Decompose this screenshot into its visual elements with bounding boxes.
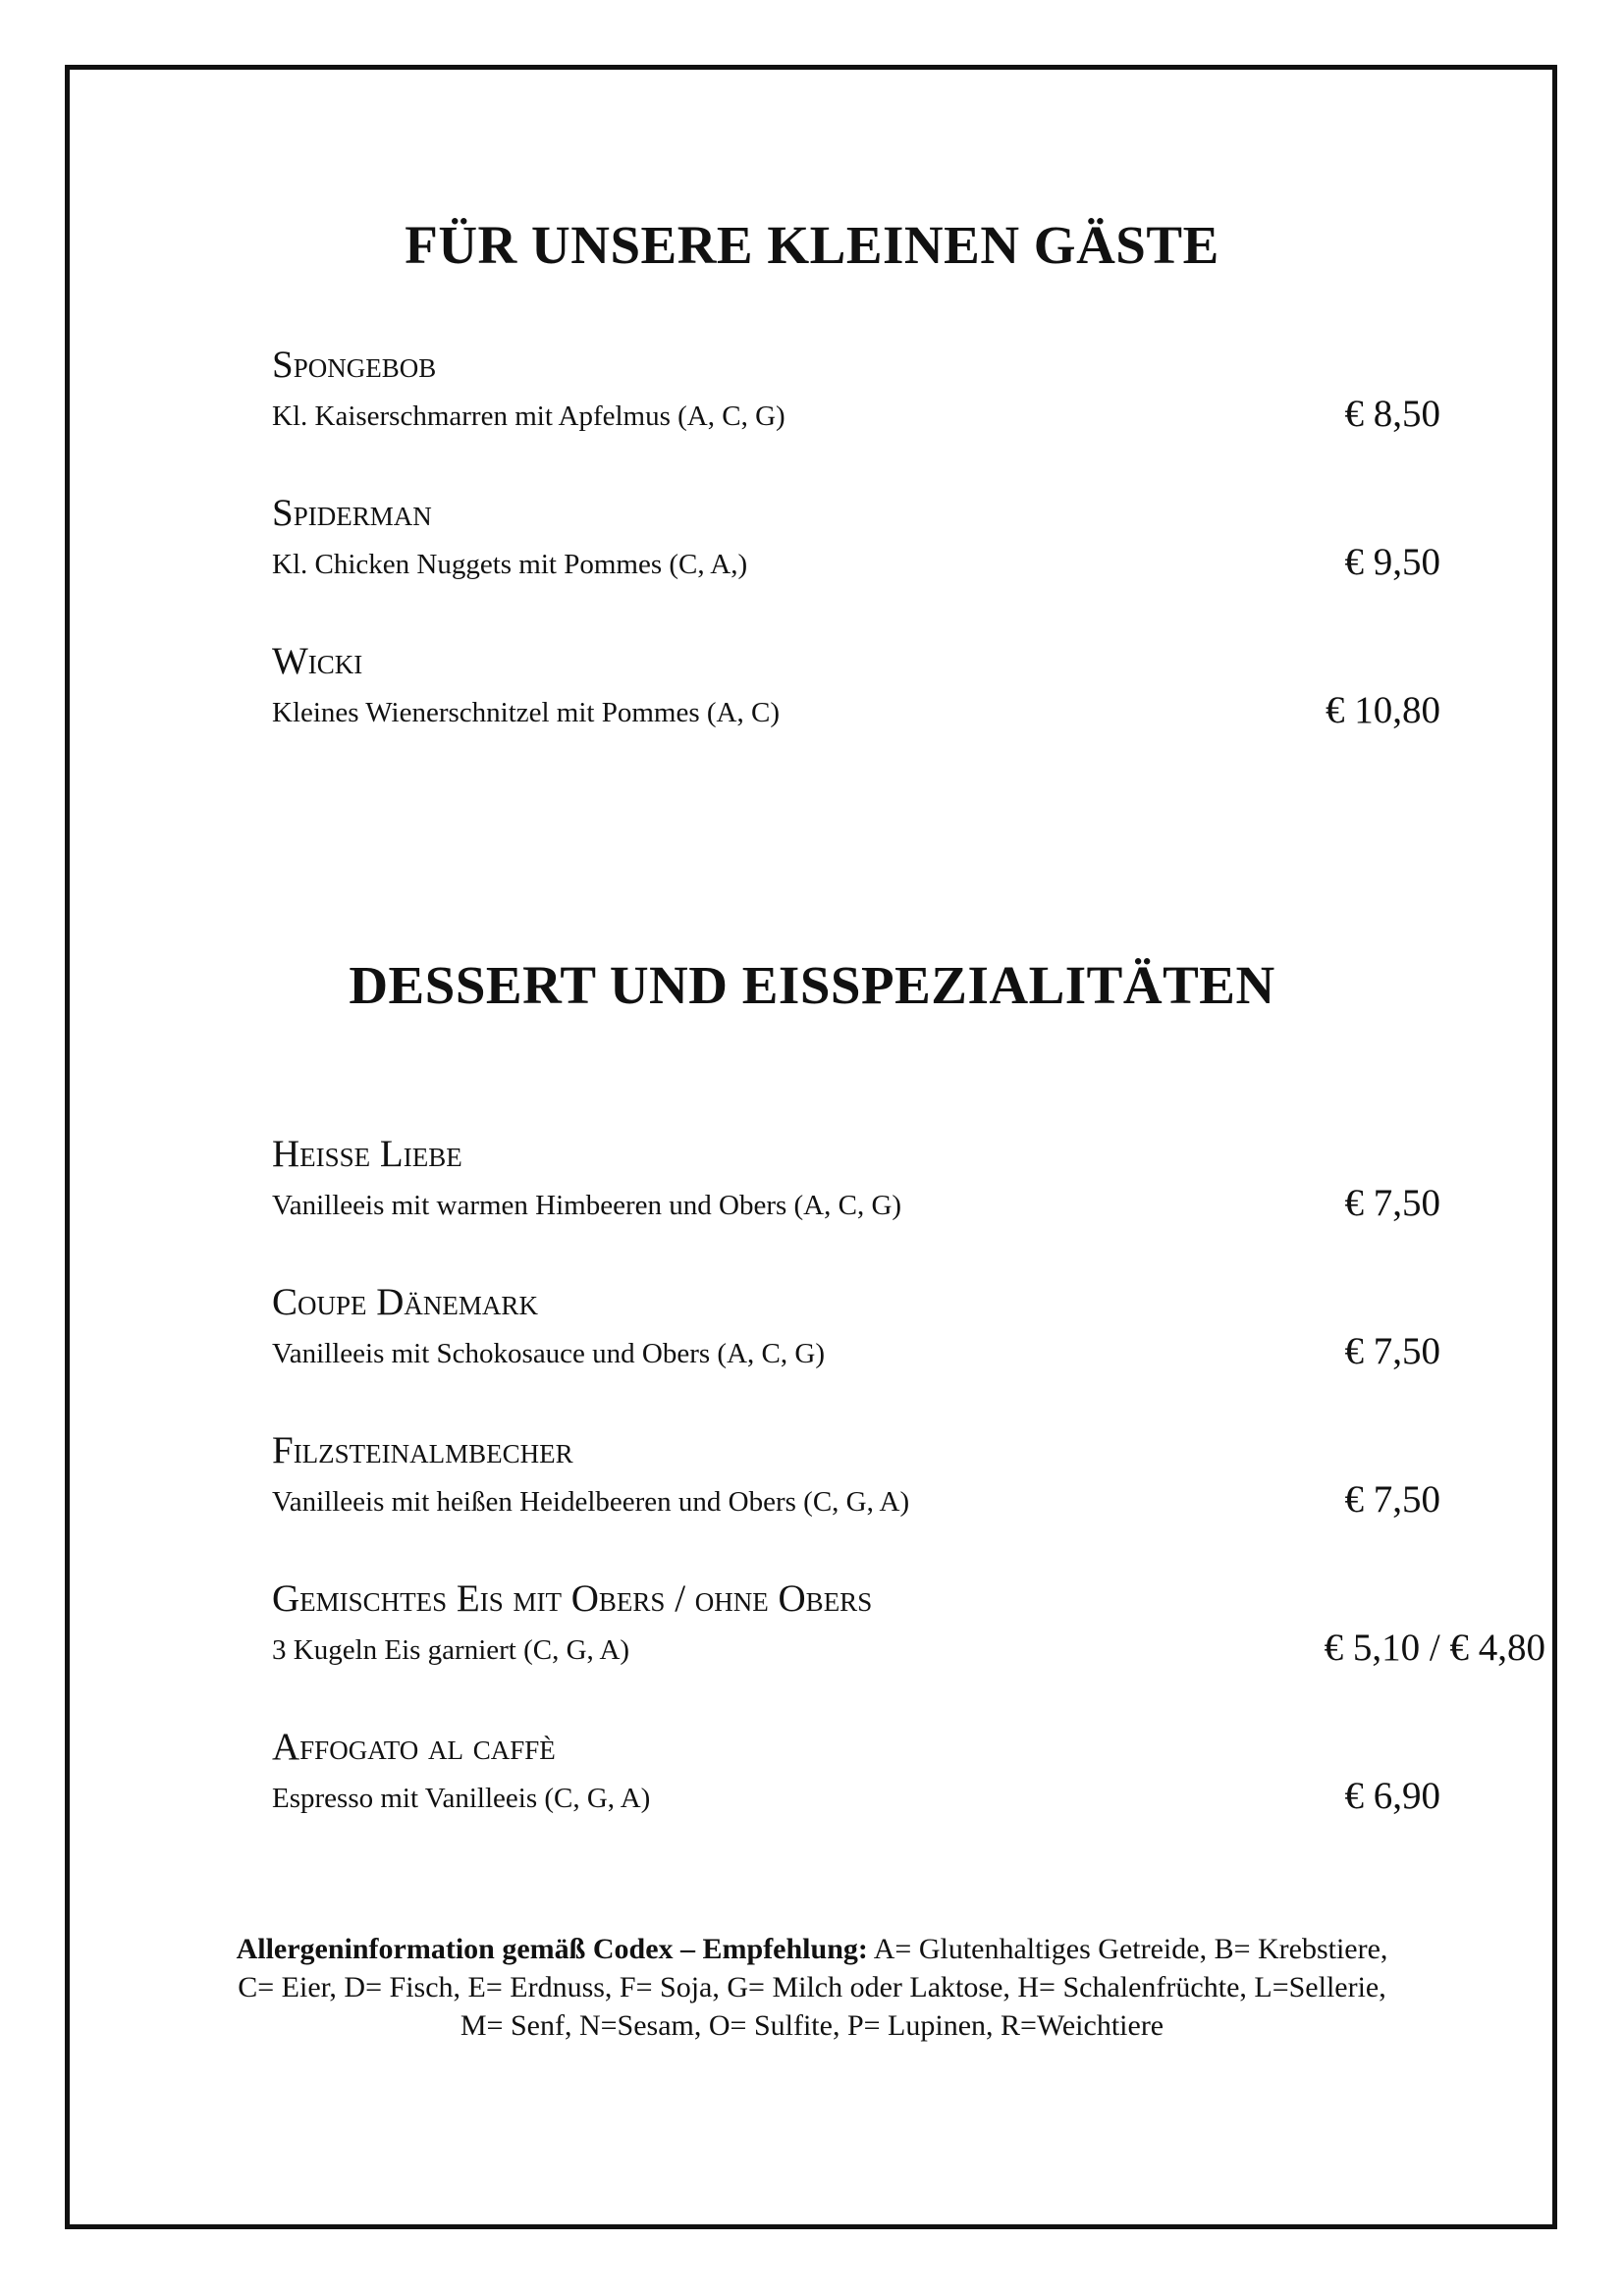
item-name: Affogato al caffè [272, 1726, 556, 1768]
item-name: Wicki [272, 640, 363, 682]
menu-item-filzsteinalmbecher [272, 1429, 1440, 1539]
item-price: € 8,50 [1344, 393, 1440, 435]
item-price: € 9,50 [1344, 541, 1440, 583]
menu-item-affogato [272, 1726, 1440, 1836]
menu-item-spongebob [272, 344, 1440, 454]
menu-item-wicki [272, 640, 1440, 750]
section-title-dessert: DESSERT UND EISSPEZIALITÄTEN [349, 955, 1275, 1015]
item-name: Spongebob [272, 344, 437, 386]
section-title-kids: FÜR UNSERE KLEINEN GÄSTE [405, 215, 1219, 275]
item-description: Vanilleeis mit warmen Himbeeren und Obers (A, C, G) [272, 1190, 902, 1221]
allergen-text: A= Glutenhaltiges Getreide, B= Krebstiere, C= Eier, D= Fisch, E= Erdnuss, F= Soja, G= Milch oder Laktose, H= Schalenfrüchte, L=Sellerie, M= Senf, N=Sesam, O= Sulfite, P= Lupinen, R=Weichtiere [238, 1933, 1388, 2042]
item-description: Kleines Wienerschnitzel mit Pommes (A, C) [272, 697, 780, 728]
menu-item-coupe-daenemark [272, 1281, 1440, 1391]
item-name: Spiderman [272, 492, 432, 534]
allergen-label: Allergeninformation gemäß Codex – Empfehlung: [236, 1933, 868, 1965]
item-price: € 7,50 [1344, 1478, 1440, 1521]
item-price: € 5,10 / € 4,80 [1324, 1627, 1545, 1669]
item-price: € 10,80 [1326, 689, 1440, 731]
item-description: Espresso mit Vanilleeis (C, G, A) [272, 1783, 651, 1814]
item-description: Vanilleeis mit Schokosauce und Obers (A, C, G) [272, 1338, 825, 1369]
menu-item-gemischtes-eis [272, 1577, 1545, 1687]
item-price: € 7,50 [1344, 1182, 1440, 1224]
item-description: Kl. Kaiserschmarren mit Apfelmus (A, C, G) [272, 400, 785, 432]
item-name: Filzsteinalmbecher [272, 1429, 573, 1471]
menu-item-spiderman [272, 492, 1440, 602]
item-description: 3 Kugeln Eis garniert (C, G, A) [272, 1634, 630, 1666]
item-price: € 7,50 [1344, 1330, 1440, 1372]
item-name: Coupe Dänemark [272, 1281, 538, 1323]
item-description: Vanilleeis mit heißen Heidelbeeren und Obers (C, G, A) [272, 1486, 910, 1518]
item-description: Kl. Chicken Nuggets mit Pommes (C, A,) [272, 549, 748, 580]
item-price: € 6,90 [1344, 1775, 1440, 1817]
item-name: Gemischtes Eis mit Obers / ohne Obers [272, 1577, 873, 1620]
menu-item-heisse-liebe [272, 1133, 1440, 1243]
item-name: Heiße Liebe [272, 1133, 462, 1175]
allergen-info [226, 1930, 1398, 2045]
